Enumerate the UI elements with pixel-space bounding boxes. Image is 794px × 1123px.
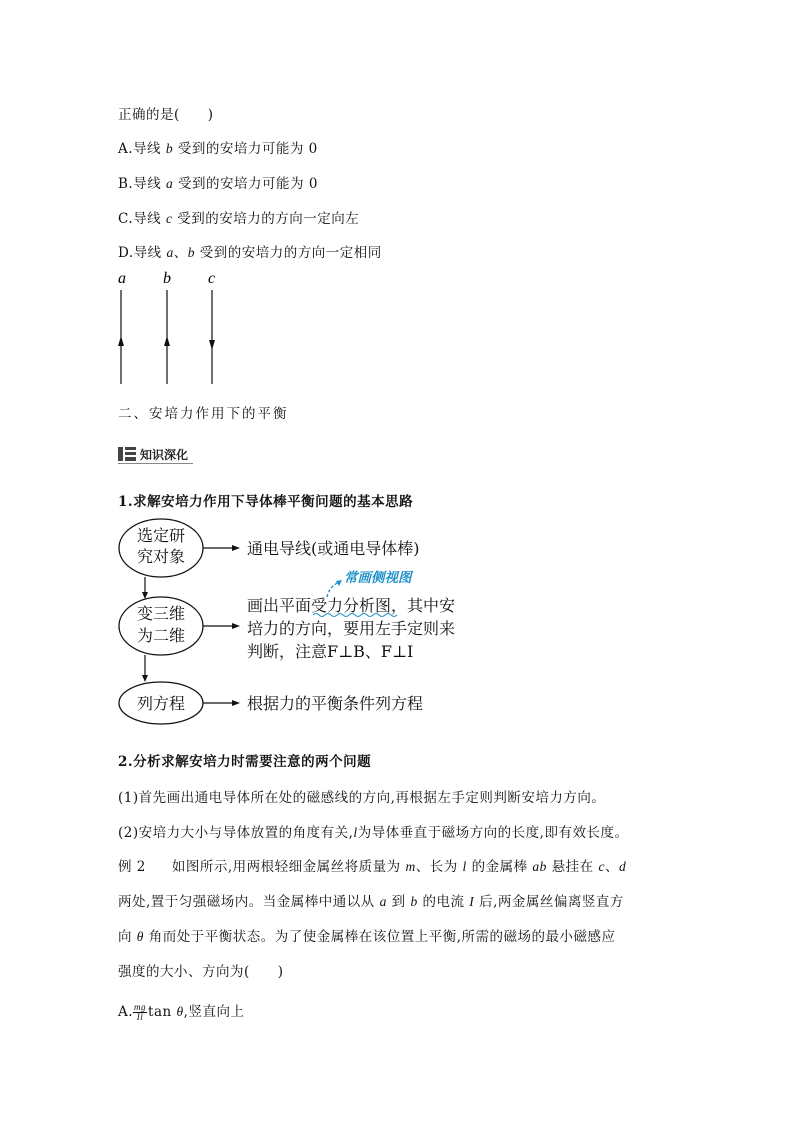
point2-item1: (1)首先画出通电导体所在处的磁感线的方向,再根据左手定则判断安培力方向。 [118, 790, 606, 806]
example2-line3: 向 θ 角而处于平衡状态。为了使金属棒在该位置上平衡,所需的磁场的最小磁感应 [118, 929, 616, 945]
point2-item2: (2)安培力大小与导体放置的角度有关,l为导体垂直于磁场方向的长度,即有效长度。 [118, 825, 629, 841]
example2-option-a: A. $\frac{mg}{Il}$ tan θ,竖直向上 [118, 1002, 245, 1022]
annotation-pointer [327, 582, 339, 597]
point1-title: 1.求解安培力作用下导体棒平衡问题的基本思路 [118, 494, 414, 510]
wire-label-c: c [208, 270, 216, 287]
flow-result-2-line3: 判断，注意F⊥B、F⊥I [247, 642, 414, 661]
section-title: 二、安培力作用下的平衡 [118, 406, 289, 422]
example2-line4: 强度的大小、方向为( ) [118, 964, 284, 980]
option-a: A.导线 b 受到的安培力可能为 0 [118, 141, 318, 157]
question-stem: 正确的是( ) [118, 107, 214, 123]
option-c: C.导线 c 受到的安培力的方向一定向左 [118, 211, 360, 227]
flow-node-1-line1: 选定研 [136, 526, 186, 545]
flow-result-2-line2: 培力的方向，要用左手定则来 [247, 619, 456, 638]
flow-result-1: 通电导线(或通电导体棒) [247, 539, 420, 558]
arrow-right-icon [232, 700, 240, 706]
wire-label-b: b [163, 270, 171, 287]
arrow-down-icon [142, 675, 148, 682]
example2-line1: 例 2 如图所示,用两根轻细金属丝将质量为 m、长为 l 的金属棒 ab 悬挂在 c、d [118, 859, 627, 875]
point2-title: 2.分析求解安培力时需要注意的两个问题 [118, 754, 372, 770]
arrow-right-icon [232, 623, 240, 629]
wire-label-a: a [118, 270, 126, 287]
flow-result-2-line1: 画出平面受力分析图，其中安 [247, 596, 456, 615]
fraction: $\frac{mg}{Il}$ [134, 1002, 147, 1022]
flow-node-2-line1: 变三维 [136, 604, 186, 623]
flow-result-3: 根据力的平衡条件列方程 [247, 694, 424, 713]
tag-label: 知识深化 [140, 447, 189, 462]
arrow-right-icon [232, 545, 240, 551]
flow-node-3-label: 列方程 [136, 694, 186, 713]
option-d: D.导线 a、b 受到的安培力的方向一定相同 [118, 245, 382, 261]
option-b: B.导线 a 受到的安培力可能为 0 [118, 176, 318, 192]
example2-line2: 两处,置于匀强磁场内。当金属棒中通以从 a 到 b 的电流 I 后,两金属丝偏离竖直方 [118, 894, 624, 910]
annotation-text: 常画侧视图 [344, 570, 412, 586]
flow-node-2-line2: 为二维 [136, 626, 186, 645]
example2-label: 例 2 [118, 859, 146, 875]
flow-node-1-line2: 究对象 [136, 547, 186, 566]
